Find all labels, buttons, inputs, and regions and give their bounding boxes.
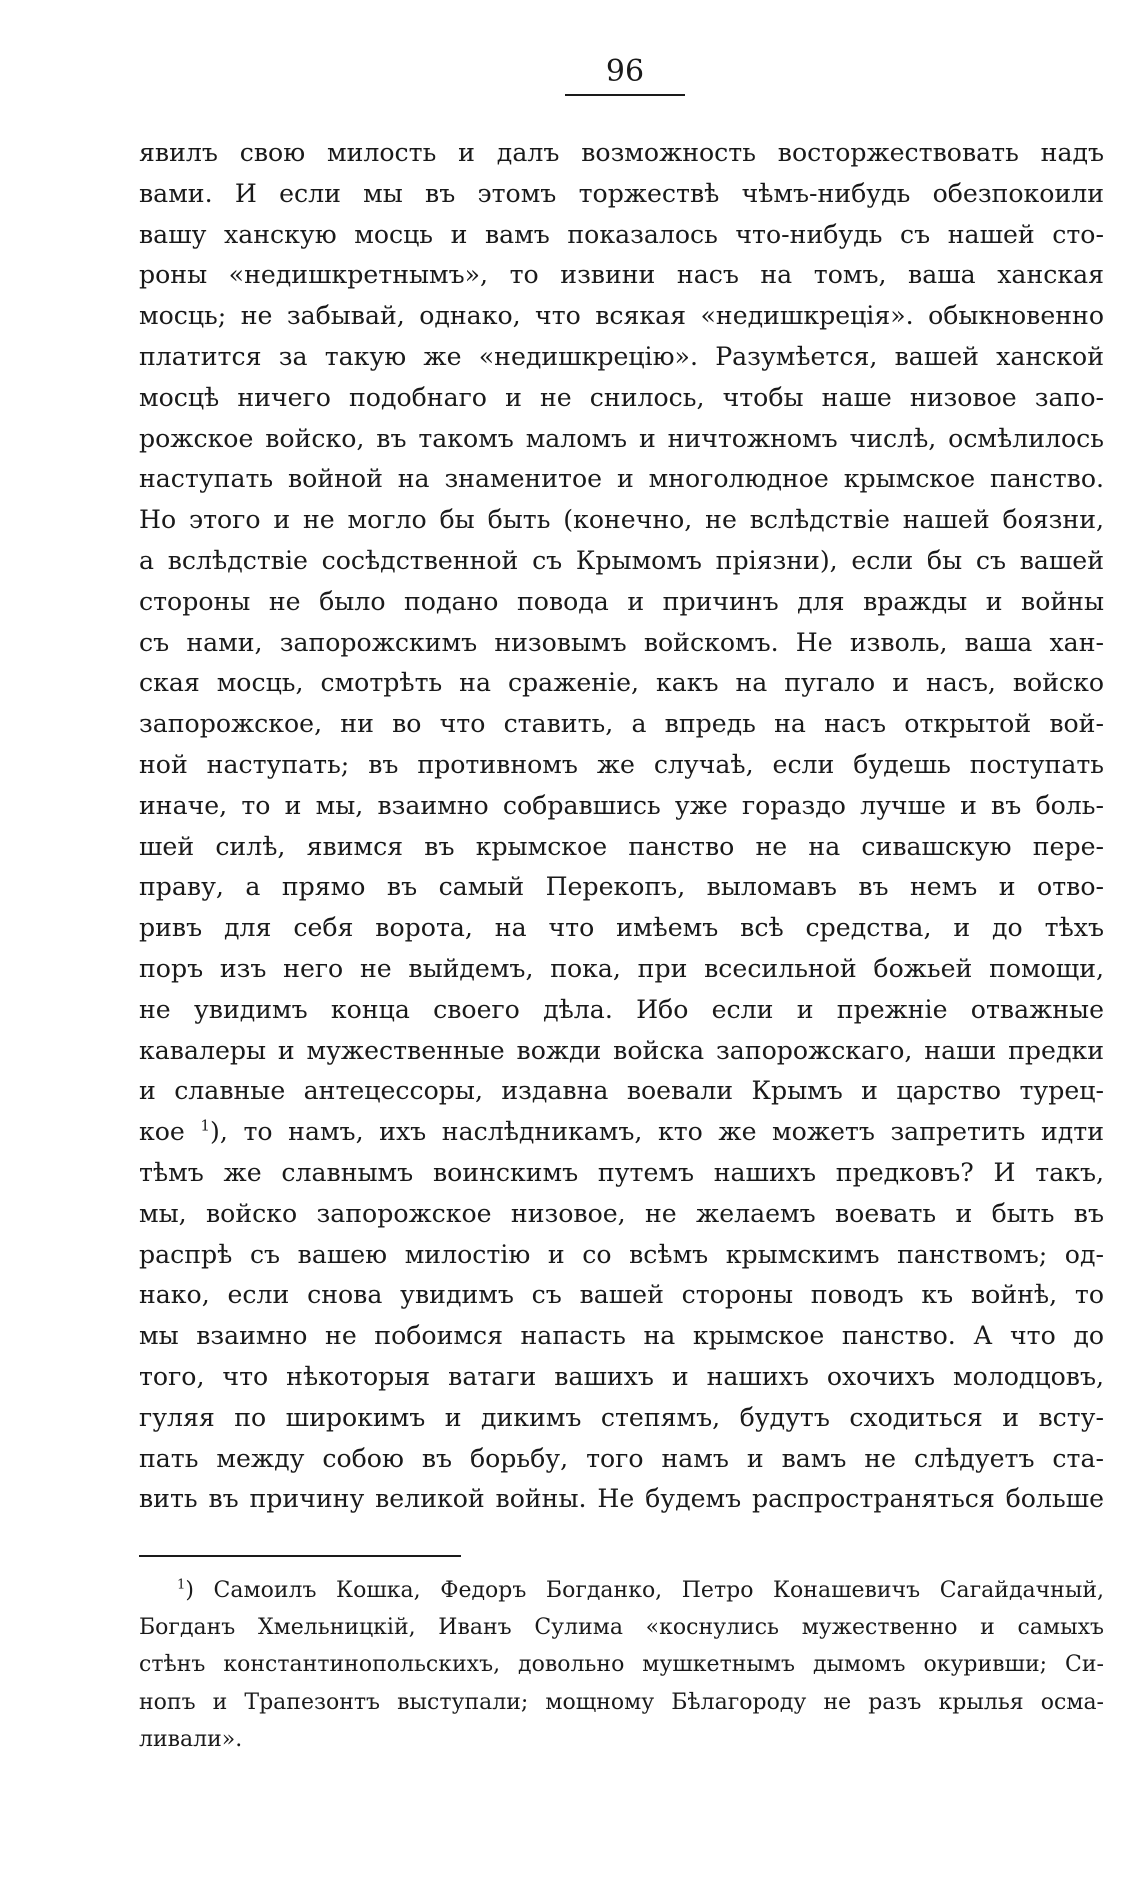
text-line: платится за такую же «недишкрецію». Разумѣется, вашей ханской — [139, 341, 1104, 371]
footnote-line: Богданъ Хмельницкій, Иванъ Сулима «коснулись мужественно и самыхъ — [139, 1615, 1104, 1641]
text-line: запорожское, ни во что ставить, а впредь на насъ открытой вой- — [139, 709, 1104, 739]
text-line: тѣмъ же славнымъ воинскимъ путемъ нашихъ предковъ? И такъ, — [139, 1157, 1104, 1187]
footnote-line — [139, 1572, 1104, 1609]
text-line: распрѣ съ вашею милостію и со всѣмъ крымскимъ панствомъ; од- — [139, 1239, 1104, 1269]
text-line: гуляя по широкимъ и дикимъ степямъ, будутъ сходиться и всту- — [139, 1402, 1104, 1432]
text-line: мы взаимно не побоимся напасть на крымское панство. А что до — [139, 1321, 1104, 1351]
text-line: вами. И если мы въ этомъ торжествѣ чѣмъ-нибудь обезпокоили — [139, 178, 1104, 208]
text-line: праву, а прямо въ самый Перекопъ, выломавъ въ немъ и отво- — [139, 872, 1104, 902]
text-fragment: ), то намъ, ихъ наслѣдникамъ, кто же можетъ запретить идти — [210, 1117, 1104, 1147]
text-line: явилъ свою милость и далъ возможность восторжествовать надъ — [139, 138, 1104, 167]
text-line: а вслѣдствіе сосѣдственной съ Крымомъ пріязни), если бы съ вашей — [139, 545, 1104, 575]
page-number: 96 — [605, 54, 645, 89]
footnote-marker: 1 — [177, 1577, 186, 1593]
text-line: мы, войско запорожское низовое, не желаемъ воевать и быть въ — [139, 1198, 1104, 1228]
text-line: ская мосць, смотрѣть на сраженіе, какъ на пугало и насъ, войско — [139, 668, 1104, 698]
text-line: иначе, то и мы, взаимно собравшись уже гораздо лучше и въ боль- — [139, 790, 1104, 820]
text-line: съ нами, запорожскимъ низовымъ войскомъ. Не изволь, ваша хан- — [139, 627, 1104, 657]
text-line: того, что нѣкоторыя ватаги вашихъ и нашихъ охочихъ молодцовъ, — [139, 1361, 1104, 1391]
text-line: мосць; не забывай, однако, что всякая «недишкреція». обыкновенно — [139, 301, 1104, 331]
footnote-line: нопъ и Трапезонтъ выступали; мощному Бѣлагороду не разъ крылья осма- — [139, 1689, 1104, 1715]
text-line: кавалеры и мужественные вожди войска запорожскаго, наши предки — [139, 1035, 1104, 1065]
text-line: пать между собою въ борьбу, того намъ и вамъ не слѣдуетъ ста- — [139, 1443, 1104, 1473]
footnote-line: стѣнъ константинопольскихъ, довольно мушкетнымъ дымомъ окуривши; Си- — [139, 1652, 1104, 1678]
text-line: поръ изъ него не выйдемъ, пока, при всесильной божьей помощи, — [139, 953, 1104, 983]
text-fragment: ) Самоилъ Кошка, Федоръ Богданко, Петро Конашевичъ Сагайдачный, — [185, 1578, 1104, 1603]
text-line: наступать войной на знаменитое и многолюдное крымское панство. — [139, 464, 1104, 494]
text-line: рожское войско, въ такомъ маломъ и ничтожномъ числѣ, осмѣлилось — [139, 423, 1104, 453]
body-text — [139, 133, 1104, 1520]
text-line: и славные антецессоры, издавна воевали Крымъ и царство турец- — [139, 1076, 1104, 1106]
text-line: не увидимъ конца своего дѣла. Ибо если и прежніе отважные — [139, 994, 1104, 1024]
page-number-rule — [565, 94, 685, 96]
text-line: ривъ для себя ворота, на что имѣемъ всѣ средства, и до тѣхъ — [139, 913, 1104, 943]
footnote-line: ливали». — [139, 1726, 243, 1752]
text-line: мосцѣ ничего подобнаго и не снилось, чтобы наше низовое запо- — [139, 382, 1104, 412]
footnote-reference[interactable]: 1 — [200, 1116, 211, 1135]
text-line: ной наступать; въ противномъ же случаѣ, если будешь поступать — [139, 749, 1104, 779]
text-line: шей силѣ, явимся въ крымское панство не на сивашскую пере- — [139, 831, 1104, 861]
text-line: вашу ханскую мосць и вамъ показалось что-нибудь съ нашей сто- — [139, 219, 1104, 249]
footnote-rule — [139, 1555, 461, 1557]
text-line: Но этого и не могло бы быть (конечно, не вслѣдствіе нашей боязни, — [139, 505, 1104, 535]
text-line-with-footnote-ref — [139, 1112, 1104, 1153]
text-fragment: кое — [139, 1117, 185, 1147]
text-line: нако, если снова увидимъ съ вашей стороны поводъ къ войнѣ, то — [139, 1280, 1104, 1310]
text-line: вить въ причину великой войны. Не будемъ распространяться больше — [139, 1484, 1104, 1514]
text-line: роны «недишкретнымъ», то извини насъ на томъ, ваша ханская — [139, 260, 1104, 290]
footnote — [139, 1572, 1104, 1758]
text-line: стороны не было подано повода и причинъ для вражды и войны — [139, 586, 1104, 616]
